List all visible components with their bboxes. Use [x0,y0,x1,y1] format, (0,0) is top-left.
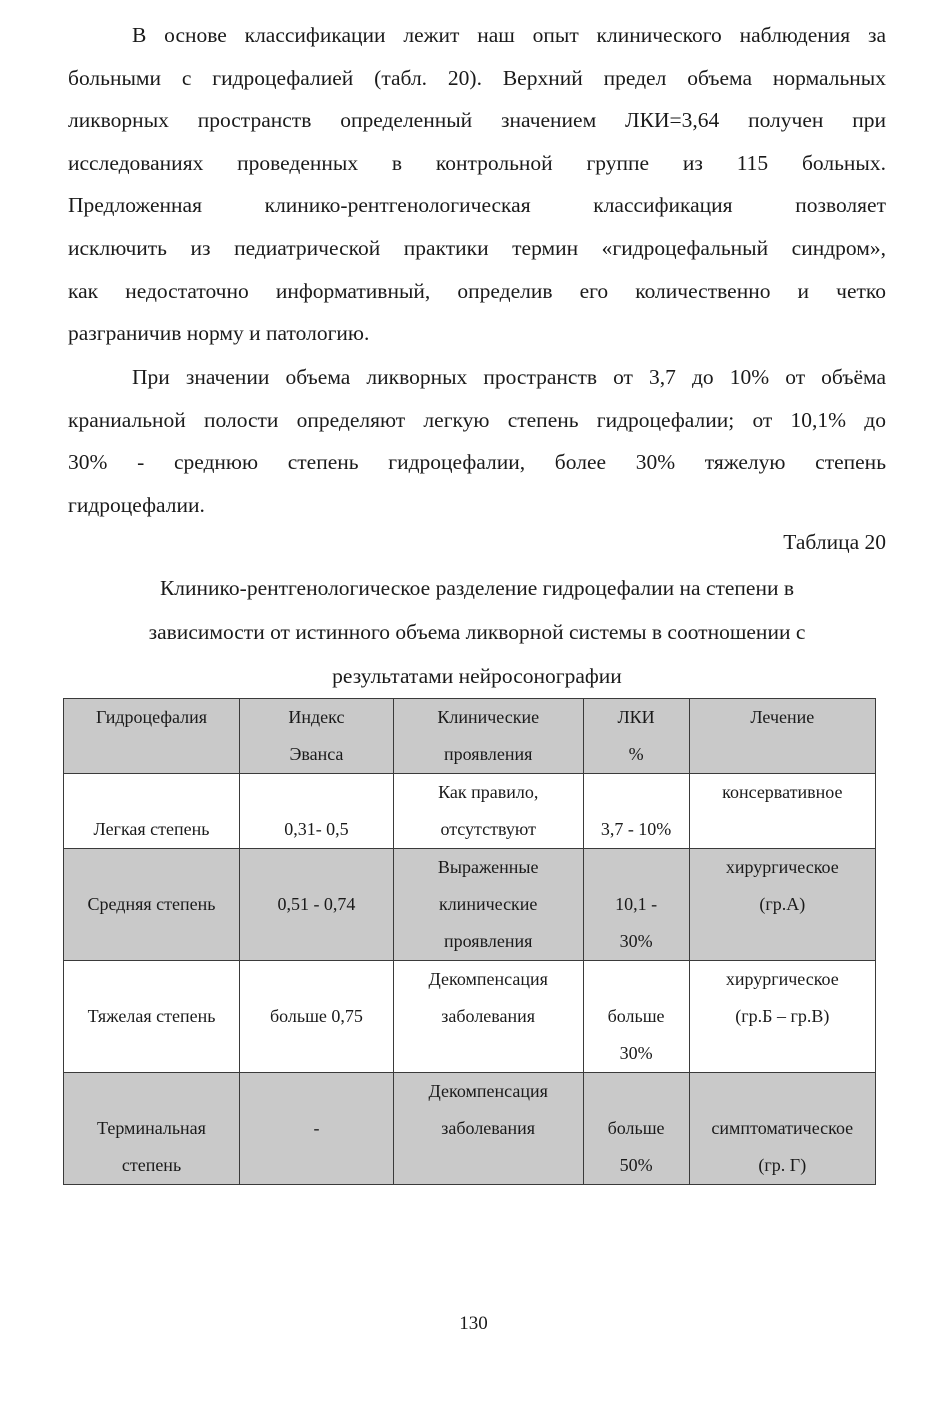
clinical-cell: Выраженные клинические проявления [393,849,583,961]
header-cell: Гидроцефалия [64,699,240,774]
evans-cell: больше 0,75 [240,961,394,1073]
table-row [64,1073,876,1185]
evans-cell: 0,51 - 0,74 [240,849,394,961]
table-caption [68,566,886,698]
lki-cell: больше 30% [583,961,689,1073]
caption-line: Клинико-рентгенологическое разделение гидроцефалии на степени в [159,576,795,600]
lki-cell: 10,1 - 30% [583,849,689,961]
paragraph-1 [68,14,886,355]
text-line: исключить из педиатрической практики термин «гидроцефальный синдром», [68,235,886,260]
text-line: гидроцефалии. [68,492,205,517]
treatment-cell: хирургическое (гр.А) [689,849,875,961]
evans-cell: 0,31- 0,5 [240,774,394,849]
clinical-cell: Декомпенсация заболевания [393,961,583,1073]
text-line: как недостаточно информативный, определив его количественно и четко [68,278,886,303]
header-cell: Индекс Эванса [240,699,394,774]
evans-cell: - [240,1073,394,1185]
text-line: В основе классификации лежит наш опыт клинического наблюдения за [132,23,886,47]
table-row [64,774,876,849]
text-line: Предложенная клинико-рентгенологическая классификация позволяет [68,193,886,218]
table-row [64,961,876,1073]
clinical-cell: Декомпенсация заболевания [393,1073,583,1185]
hydrocephalus-table [63,698,876,1185]
text-line: краниальной полости определяют легкую степень гидроцефалии; от 10,1% до [68,407,886,432]
text-line: больными с гидроцефалией (табл. 20). Верхний предел объема нормальных [68,65,886,90]
page-number: 130 [459,1313,488,1334]
lki-cell: 3,7 - 10% [583,774,689,849]
table-row [64,849,876,961]
treatment-cell: симптоматическое (гр. Г) [689,1073,875,1185]
table-header-row [64,699,876,774]
grade-cell: Тяжелая степень [64,961,240,1073]
grade-cell: Легкая степень [64,774,240,849]
treatment-cell: хирургическое (гр.Б – гр.В) [689,961,875,1073]
grade-cell: Терминальная степень [64,1073,240,1185]
caption-line: результатами нейросонографии [332,664,622,688]
caption-line: зависимости от истинного объема ликворной системы в соотношении с [148,620,806,644]
treatment-cell: консервативное [689,774,875,849]
text-line: разграничив норму и патологию. [68,321,370,346]
text-line: ликворных пространств определенный значением ЛКИ=3,64 получен при [68,108,886,133]
paragraph-2 [68,356,886,526]
lki-cell: больше 50% [583,1073,689,1185]
text-line: При значении объема ликворных пространств от 3,7 до 10% от объёма [132,365,886,389]
header-cell: ЛКИ % [583,699,689,774]
grade-cell: Средняя степень [64,849,240,961]
table-number: Таблица 20 [783,530,886,554]
text-line: 30% - среднюю степень гидроцефалии, более 30% тяжелую степень [68,450,886,475]
header-cell: Лечение [689,699,875,774]
clinical-cell: Как правило, отсутствуют [393,774,583,849]
text-line: исследованиях проведенных в контрольной группе из 115 больных. [68,150,886,175]
header-cell: Клинические проявления [393,699,583,774]
